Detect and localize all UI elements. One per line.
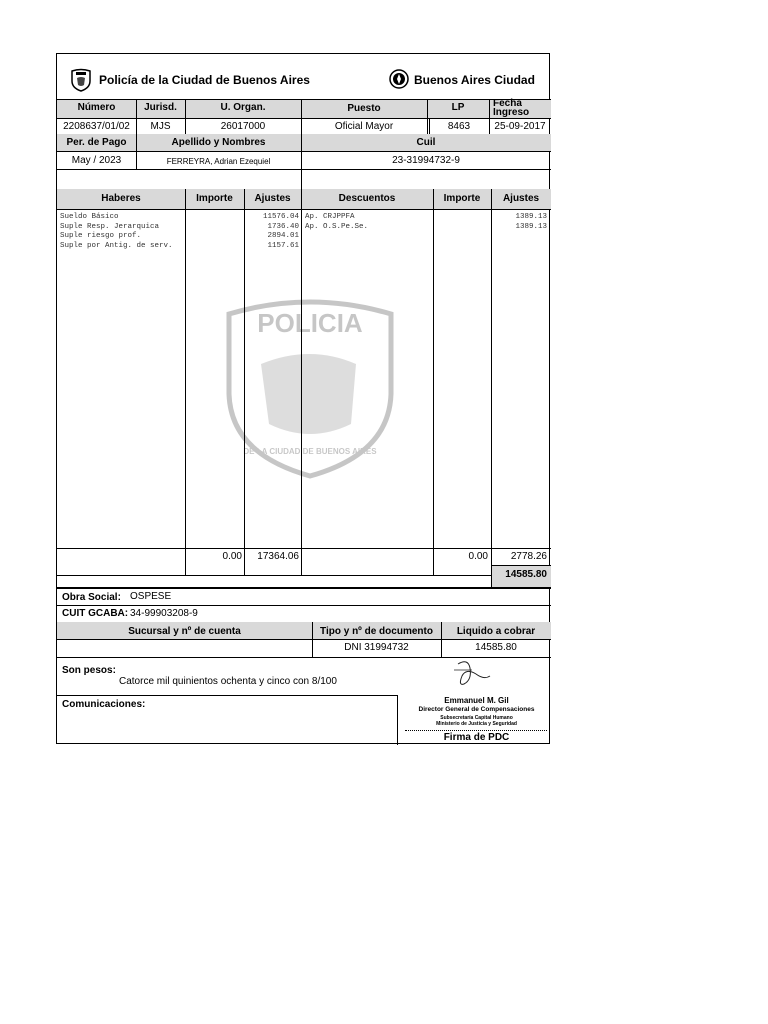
son-pesos-label: Son pesos: (62, 665, 116, 676)
total-descuentos-importe: 0.00 (468, 551, 488, 562)
firmante-name: Emmanuel M. Gil (444, 696, 509, 705)
fecha-value: 25-09-2017 (494, 121, 546, 132)
haber-ajuste: 11576.04 (262, 213, 299, 221)
sucursal-label: Sucursal y nº de cuenta (128, 626, 241, 637)
cuil-value: 23-31994732-9 (392, 155, 460, 166)
puesto-value: Oficial Mayor (334, 121, 394, 132)
total-haberes-importe: 0.00 (222, 551, 242, 562)
descuento-ajuste: 1389.13 (515, 213, 547, 221)
documento-label: Tipo y nº de documento (320, 626, 433, 637)
jurisd-value: MJS (150, 121, 171, 132)
pay-stub (56, 53, 550, 744)
son-pesos-value: Catorce mil quinientos ochenta y cinco con 8/100 (119, 676, 337, 687)
cuil-label: Cuil (416, 137, 436, 148)
org-name: Policía de la Ciudad de Buenos Aires (99, 73, 310, 87)
obra-social-value: OSPESE (130, 591, 172, 602)
periodo-value: May / 2023 (71, 155, 122, 166)
cuit-value: 34-99903208-9 (130, 608, 198, 619)
haber-item: Suple Resp. Jerarquica (60, 222, 160, 231)
haber-ajuste: 1157.61 (267, 241, 299, 250)
descuentos-label: Descuentos (338, 193, 396, 204)
lp-label: LP (451, 102, 465, 113)
city-name: Buenos Aires Ciudad (414, 73, 535, 87)
comunicaciones-label: Comunicaciones: (62, 699, 146, 710)
haberes-label: Haberes (101, 193, 141, 204)
numero-value: 2208637/01/02 (63, 121, 130, 132)
firmante-title: Director General de Compensaciones (418, 706, 535, 713)
nombre-value: FERREYRA, Adrian Ezequiel (166, 157, 271, 166)
obra-social-label: Obra Social: (62, 592, 121, 603)
periodo-label: Per. de Pago (66, 137, 127, 148)
liquido-label: Liquido a cobrar (456, 626, 536, 637)
police-badge-icon (70, 68, 92, 92)
cuit-label: CUIT GCABA: (62, 608, 129, 619)
haber-ajuste: 1736.40 (267, 222, 299, 231)
haber-item: Suple riesgo prof. (60, 232, 142, 240)
jurisd-label: Jurisd. (144, 102, 177, 113)
firma-label: Firma de PDC (443, 732, 510, 743)
nombre-label: Apellido y Nombres (171, 137, 266, 148)
signature-image (450, 656, 494, 690)
lp-value: 8463 (447, 121, 471, 132)
haber-item: Suple por Antig. de serv. (60, 241, 173, 250)
total-descuentos-ajustes: 2778.26 (510, 551, 547, 562)
ajustes2-label: Ajustes (502, 193, 540, 204)
puesto-label: Puesto (347, 103, 381, 114)
importe2-label: Importe (443, 193, 481, 204)
numero-label: Número (77, 102, 116, 113)
importe-label: Importe (196, 193, 233, 204)
police-watermark (221, 294, 399, 480)
documento-value: DNI 31994732 (344, 642, 409, 653)
haber-item: Sueldo Básico (60, 213, 119, 221)
haber-ajuste: 2894.01 (267, 232, 299, 240)
ajustes-label: Ajustes (254, 193, 291, 204)
liquido-value: 14585.80 (475, 642, 517, 653)
descuento-item: Ap. O.S.Pe.Se. (305, 222, 369, 231)
descuento-item: Ap. CRJPPFA (305, 213, 355, 221)
organ-label: U. Organ. (220, 102, 266, 113)
watermark-title: POLICIA (257, 308, 363, 338)
neto-value: 14585.80 (505, 569, 547, 580)
total-haberes-ajustes: 17364.06 (257, 551, 299, 562)
firmante-ministry: Ministerio de Justicia y Seguridad (436, 721, 517, 727)
organ-value: 26017000 (220, 121, 266, 132)
watermark-subtitle: DE LA CIUDAD DE BUENOS AIRES (243, 447, 377, 456)
fecha-ingreso-label: Fecha Ingreso (493, 98, 530, 118)
firmante-dept: Subsecretaría Capital Humano (440, 715, 513, 721)
city-seal-icon (389, 69, 409, 89)
descuento-ajuste: 1389.13 (515, 222, 547, 231)
